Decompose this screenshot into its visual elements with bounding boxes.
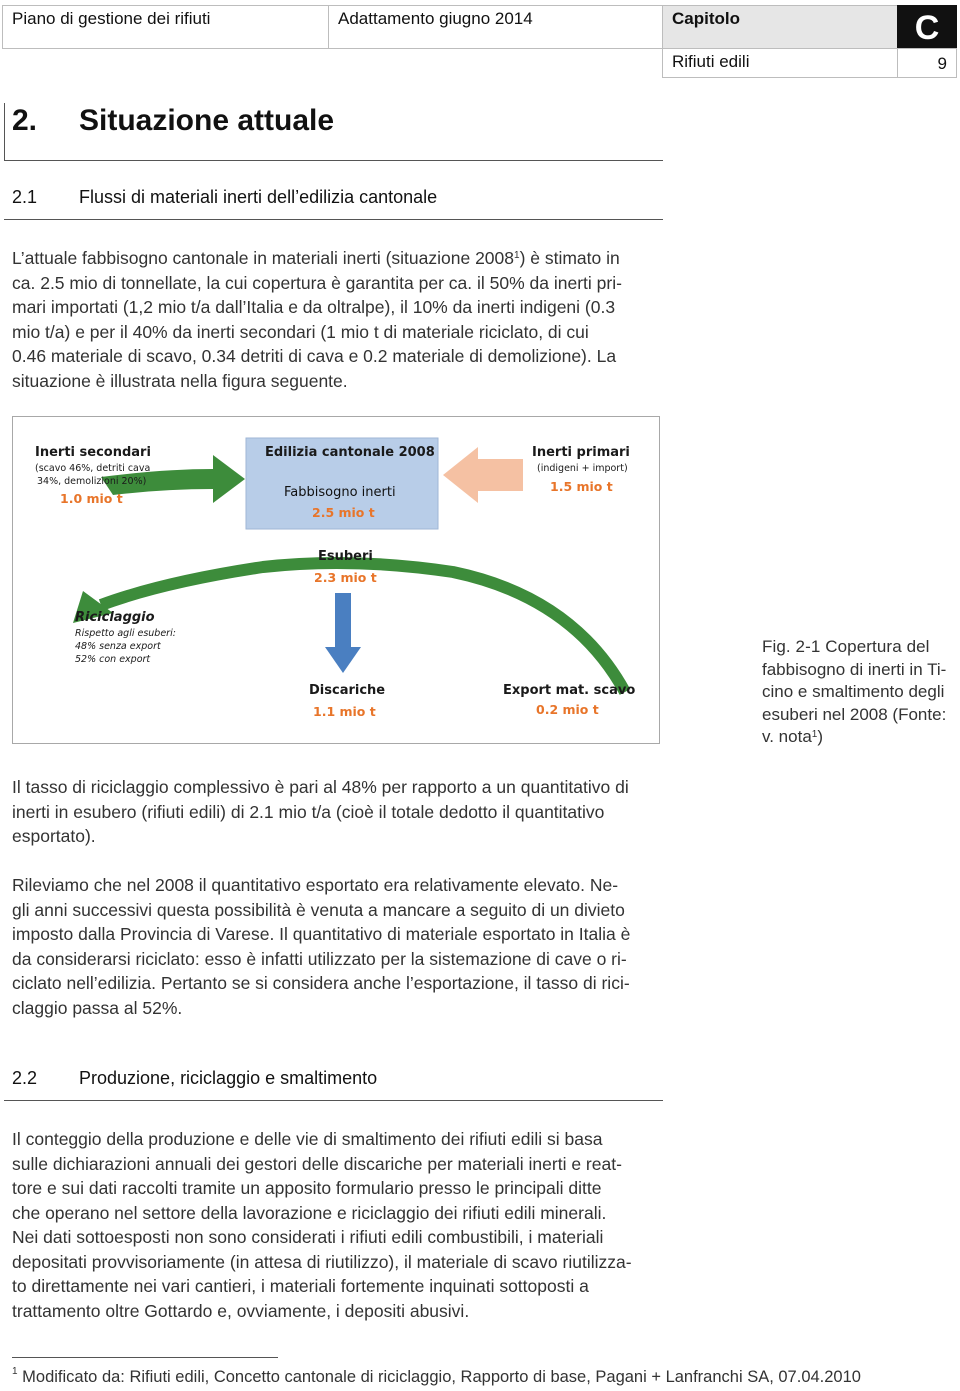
recycling-line-3: 52% con export bbox=[75, 654, 151, 665]
header-version bbox=[328, 5, 663, 49]
para-text: ) è stimato in bbox=[519, 248, 620, 268]
orange-arrow-from-primary bbox=[443, 447, 523, 503]
section-rule bbox=[4, 160, 663, 161]
para-text: L’attuale fabbisogno cantonale in materiali inerti (situazione 2008 bbox=[12, 248, 514, 268]
caption-line: esuberi nel 2008 (Fonte: bbox=[762, 704, 947, 724]
figure-flow-diagram bbox=[12, 416, 660, 744]
primary-value: 1.5 mio t bbox=[550, 479, 613, 494]
subsection-1-number: 2.1 bbox=[12, 187, 38, 207]
para-line: ca. 2.5 mio di tonnellate, la cui copertura è garantita per ca. il 50% da inerti pri- bbox=[12, 272, 622, 293]
header-page-cell bbox=[897, 48, 957, 78]
paragraph-tasso-riciclaggio bbox=[12, 775, 629, 849]
section-vertical-rule bbox=[4, 103, 5, 161]
page-number: 9 bbox=[937, 54, 947, 73]
caption-text: ) bbox=[817, 727, 824, 746]
chapter-label: Capitolo bbox=[672, 9, 740, 28]
caption-line: fabbisogno di inerti in Ti- bbox=[762, 659, 947, 679]
para-line: claggio passa al 52%. bbox=[12, 997, 183, 1018]
para-line: sulle dichiarazioni annuali dei gestori delle discariche per materiali inerti e reat- bbox=[12, 1153, 622, 1174]
para-line: trattamento oltre Gottardo e, ovviamente, i depositi abusivi. bbox=[12, 1300, 470, 1321]
center-subtitle: Fabbisogno inerti bbox=[284, 485, 396, 500]
secondary-value: 1.0 mio t bbox=[60, 491, 123, 506]
para-line: 0.46 materiale di scavo, 0.34 detriti di cava e 0.2 materiale di demolizione). La bbox=[12, 346, 617, 366]
recycling-line-2: 48% senza export bbox=[75, 641, 161, 652]
para-line: mari importati (1,2 mio t/a dall’Italia e da oltralpe), il 10% da inerti indigeni (0.3 bbox=[12, 297, 616, 317]
subsection-1-rule bbox=[4, 219, 663, 220]
surplus-title: Esuberi bbox=[318, 549, 373, 564]
para-line: da considerarsi riciclato: esso è infatti utilizzato per la sistemazione di cave o ri- bbox=[12, 948, 627, 969]
export-value: 0.2 mio t bbox=[536, 702, 599, 717]
para-line: gli anni successivi questa possibilità è venuta a mancare a seguito di un divieto bbox=[12, 899, 625, 920]
blue-arrow-head bbox=[325, 647, 361, 673]
primary-detail: (indigeni + import) bbox=[537, 463, 628, 474]
para-line: situazione è illustrata nella figura seguente. bbox=[12, 370, 348, 391]
landfill-title: Discariche bbox=[309, 683, 386, 698]
para-line: depositati provvisoriamente (in attesa di riutilizzo), il materiale di scavo riutilizza- bbox=[12, 1251, 632, 1272]
recycling-title: Riciclaggio bbox=[75, 610, 155, 625]
blue-arrow-shaft bbox=[335, 593, 351, 649]
recycling-line-1: Rispetto agli esuberi: bbox=[75, 628, 176, 639]
caption-line: cino e smaltimento degli bbox=[762, 682, 945, 701]
chapter-badge bbox=[897, 5, 957, 49]
subsection-1-title: Flussi di materiali inerti dell’edilizia cantonale bbox=[79, 187, 438, 207]
primary-title: Inerti primari bbox=[532, 445, 630, 460]
para-line: imposto dalla Provincia di Varese. Il quantitativo di materiale esportato in Italia è bbox=[12, 924, 631, 944]
doc-title: Piano di gestione dei rifiuti bbox=[12, 9, 211, 28]
caption-line: Fig. 2-1 Copertura del bbox=[762, 637, 930, 656]
secondary-detail-1: (scavo 46%, detriti cava bbox=[35, 463, 151, 474]
footnote bbox=[12, 1368, 861, 1387]
subsection-2-title: Produzione, riciclaggio e smaltimento bbox=[79, 1068, 378, 1088]
footnote-marker: 1 bbox=[12, 1366, 18, 1377]
center-value: 2.5 mio t bbox=[312, 505, 375, 520]
para-line: Il conteggio della produzione e delle vie di smaltimento dei rifiuti edili si basa bbox=[12, 1129, 603, 1149]
para-line: mio t/a) e per il 40% da inerti secondari (1 mio t di materiale riciclato, di cui bbox=[12, 321, 589, 342]
para-line: Nei dati sottoesposti non sono considerati i rifiuti edili combustibili, i materiali bbox=[12, 1227, 604, 1247]
header-doc-title bbox=[2, 5, 329, 49]
para-line: to direttamente nei vari cantieri, i materiali fortemente inquinati sottoposti a bbox=[12, 1276, 589, 1296]
subsection-2-number: 2.2 bbox=[12, 1068, 38, 1088]
para-line: Rileviamo che nel 2008 il quantitativo esportato era relativamente elevato. Ne- bbox=[12, 875, 619, 895]
chapter-letter: C bbox=[914, 9, 940, 47]
para-line: che operano nel settore della lavorazione e riciclaggio dei rifiuti edili minerali. bbox=[12, 1202, 607, 1223]
header-chapter-cell bbox=[662, 5, 898, 49]
footnote-text: Modificato da: Rifiuti edili, Concetto cantonale di riciclaggio, Rapporto di base, Pagani + Lanfranchi SA, 07.04.2010 bbox=[22, 1368, 861, 1386]
footnote-ref: 1 bbox=[514, 250, 520, 261]
caption-line bbox=[762, 726, 952, 749]
para-line bbox=[12, 246, 622, 271]
chapter-name: Rifiuti edili bbox=[672, 52, 750, 71]
paragraph-conteggio bbox=[12, 1127, 632, 1323]
secondary-title: Inerti secondari bbox=[35, 445, 151, 460]
paragraph-export bbox=[12, 873, 630, 1020]
para-line: inerti in esubero (rifiuti edili) di 2.1 mio t/a (cioè il totale dedotto il quantitativo bbox=[12, 801, 605, 822]
header-chapter-name-cell bbox=[662, 48, 898, 78]
version-label: Adattamento giugno 2014 bbox=[338, 9, 533, 28]
para-line: tore e sui dati raccolti tramite un apposito formulario presso le principali ditte bbox=[12, 1178, 602, 1198]
paragraph-fabbisogno bbox=[12, 246, 622, 393]
subsection-2-rule bbox=[4, 1100, 663, 1101]
para-line: esportato). bbox=[12, 826, 96, 846]
center-title: Edilizia cantonale 2008 bbox=[265, 445, 435, 460]
landfill-value: 1.1 mio t bbox=[313, 704, 376, 719]
section-number: 2. bbox=[12, 104, 38, 137]
para-line: Il tasso di riciclaggio complessivo è pari al 48% per rapporto a un quantitativo di bbox=[12, 777, 629, 797]
section-title: Situazione attuale bbox=[79, 104, 335, 137]
figure-caption bbox=[762, 636, 952, 749]
export-title: Export mat. scavo bbox=[503, 683, 636, 698]
footnote-ref: 1 bbox=[811, 729, 818, 740]
para-line: ciclato nell’edilizia. Pertanto se si considera anche l’esportazione, il tasso di rici- bbox=[12, 973, 630, 993]
footnote-rule bbox=[12, 1357, 278, 1358]
caption-text: v. nota bbox=[762, 727, 812, 746]
surplus-value: 2.3 mio t bbox=[314, 570, 377, 585]
secondary-detail-2: 34%, demolizioni 20%) bbox=[37, 476, 147, 487]
